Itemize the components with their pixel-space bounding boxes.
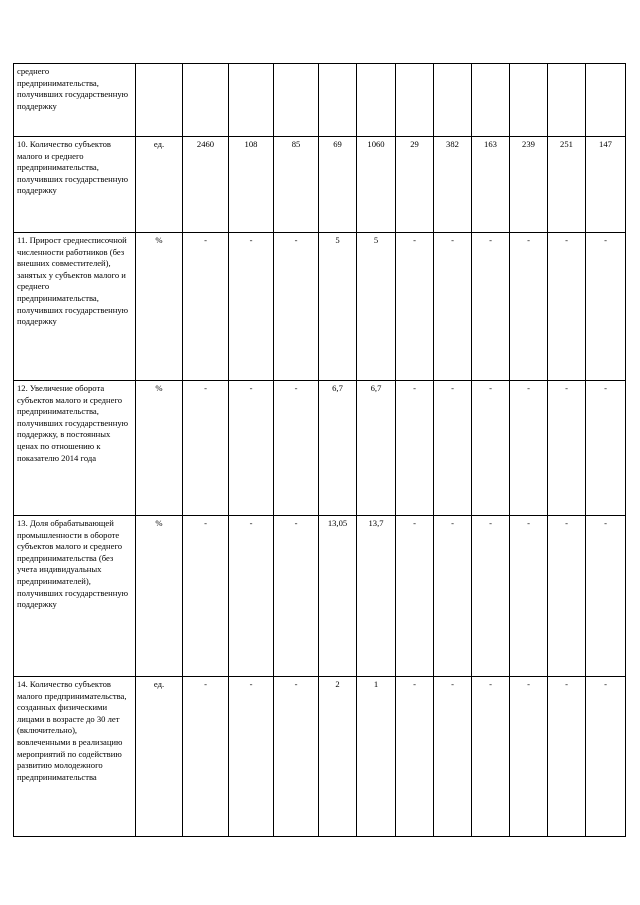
table-row	[14, 516, 626, 677]
table-row	[14, 233, 626, 381]
value-cell: -	[274, 516, 319, 677]
value-cell	[357, 64, 396, 137]
value-cell: -	[396, 516, 434, 677]
value-cell: -	[548, 381, 586, 516]
value-cell: -	[229, 677, 274, 837]
indicator-name: 10. Количество субъектов малого и среднего предпринимательства, получивших государственную поддержку	[14, 137, 136, 233]
value-cell: -	[434, 233, 472, 381]
value-cell: 5	[319, 233, 357, 381]
value-cell: -	[510, 381, 548, 516]
value-cell: -	[229, 516, 274, 677]
value-cell: 69	[319, 137, 357, 233]
value-cell: 6,7	[319, 381, 357, 516]
value-cell: 85	[274, 137, 319, 233]
value-cell: -	[274, 381, 319, 516]
value-cell	[229, 64, 274, 137]
value-cell: 163	[472, 137, 510, 233]
value-cell: -	[586, 381, 626, 516]
value-cell: -	[586, 233, 626, 381]
value-cell: -	[274, 233, 319, 381]
value-cell: 29	[396, 137, 434, 233]
value-cell: -	[472, 381, 510, 516]
value-cell: 108	[229, 137, 274, 233]
value-cell: -	[274, 677, 319, 837]
indicator-name: 12. Увеличение оборота субъектов малого и среднего предпринимательства, получивших государственную поддержку, в постоянных ценах по отношению к показателю 2014 года	[14, 381, 136, 516]
value-cell: -	[183, 381, 229, 516]
indicator-name: среднего предпринимательства, получивших государственную поддержку	[14, 64, 136, 137]
value-cell: -	[510, 516, 548, 677]
value-cell: -	[434, 677, 472, 837]
value-cell: -	[586, 677, 626, 837]
value-cell	[434, 64, 472, 137]
value-cell: -	[472, 677, 510, 837]
value-cell: -	[548, 516, 586, 677]
value-cell: -	[586, 516, 626, 677]
table-row	[14, 137, 626, 233]
value-cell: 2	[319, 677, 357, 837]
table-row	[14, 677, 626, 837]
value-cell: 6,7	[357, 381, 396, 516]
value-cell	[319, 64, 357, 137]
value-cell: 1	[357, 677, 396, 837]
value-cell: 13,05	[319, 516, 357, 677]
unit-cell	[136, 64, 183, 137]
value-cell: 1060	[357, 137, 396, 233]
unit-cell: %	[136, 233, 183, 381]
value-cell	[183, 64, 229, 137]
value-cell	[472, 64, 510, 137]
value-cell: -	[548, 677, 586, 837]
value-cell	[586, 64, 626, 137]
value-cell: -	[396, 233, 434, 381]
table-row	[14, 381, 626, 516]
value-cell: 382	[434, 137, 472, 233]
indicators-table	[13, 63, 626, 837]
unit-cell: ед.	[136, 677, 183, 837]
value-cell	[274, 64, 319, 137]
value-cell: -	[396, 677, 434, 837]
value-cell: -	[183, 516, 229, 677]
value-cell: 13,7	[357, 516, 396, 677]
value-cell: -	[510, 677, 548, 837]
value-cell: -	[472, 516, 510, 677]
table-row	[14, 64, 626, 137]
indicator-name: 13. Доля обрабатывающей промышленности в обороте субъектов малого и среднего предпринимательства (без учета индивидуальных предпринимателей), получивших государственную поддержку	[14, 516, 136, 677]
value-cell: -	[229, 233, 274, 381]
unit-cell: ед.	[136, 137, 183, 233]
value-cell: 251	[548, 137, 586, 233]
value-cell	[396, 64, 434, 137]
value-cell: 147	[586, 137, 626, 233]
indicator-name: 11. Прирост среднесписочной численности работников (без внешних совместителей), занятых у субъектов малого и среднего предпринимательства, получивших государственную поддержку	[14, 233, 136, 381]
indicator-name: 14. Количество субъектов малого предпринимательства, созданных физическими лицами в возрасте до 30 лет (включительно), вовлеченными в реализацию мероприятий по содействию развитию молодежного предпринимательства	[14, 677, 136, 837]
value-cell: -	[396, 381, 434, 516]
value-cell: 2460	[183, 137, 229, 233]
value-cell: -	[434, 516, 472, 677]
value-cell: -	[183, 677, 229, 837]
value-cell: -	[548, 233, 586, 381]
value-cell: 239	[510, 137, 548, 233]
unit-cell: %	[136, 516, 183, 677]
value-cell: -	[229, 381, 274, 516]
value-cell: -	[472, 233, 510, 381]
value-cell: -	[434, 381, 472, 516]
value-cell: -	[510, 233, 548, 381]
value-cell	[510, 64, 548, 137]
value-cell	[548, 64, 586, 137]
unit-cell: %	[136, 381, 183, 516]
value-cell: 5	[357, 233, 396, 381]
value-cell: -	[183, 233, 229, 381]
